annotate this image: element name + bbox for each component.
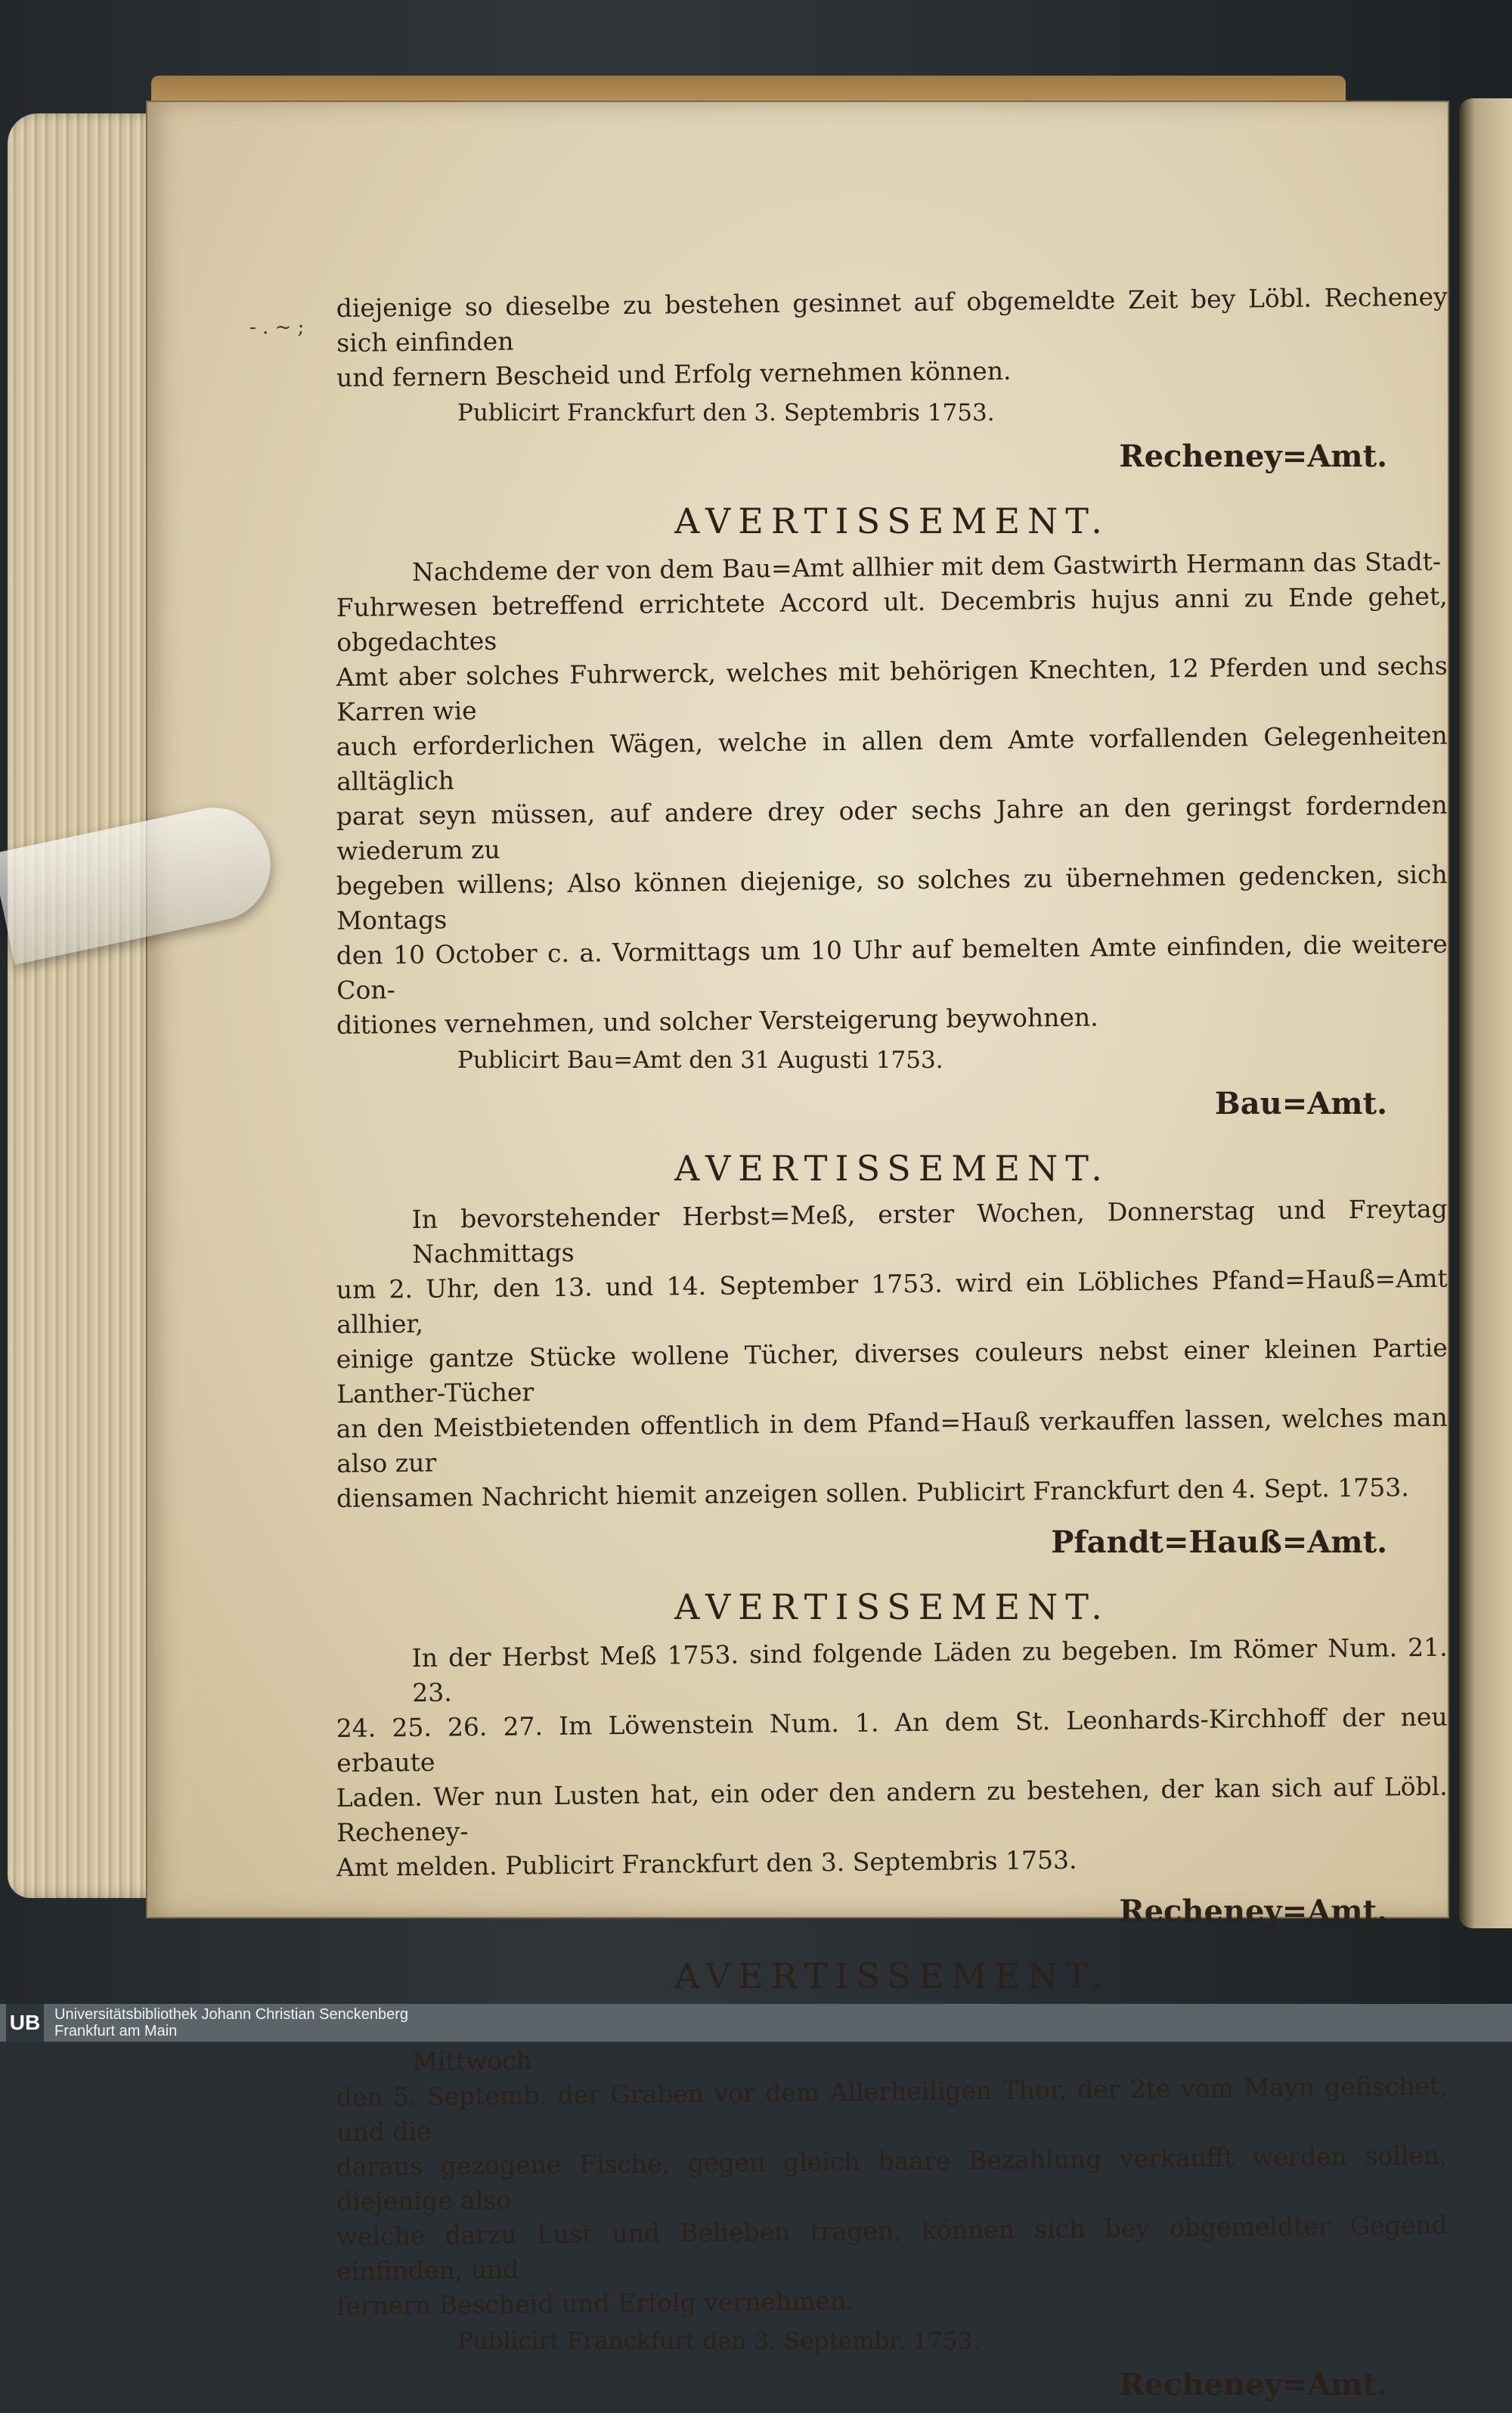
text-line: Mittwoch — [412, 2045, 533, 2076]
notice-2 — [336, 1147, 1448, 1563]
ub-logo[interactable]: UB — [6, 2004, 44, 2042]
notice-3 — [336, 1586, 1448, 1932]
institution-name — [54, 2006, 408, 2039]
text-line: Laden. Wer nun Lusten hat, ein oder den andern zu bestehen, der kan sich auf Löbl. Recheney- — [336, 1771, 1448, 1847]
institution-line-2: Frankfurt am Main — [54, 2023, 178, 2039]
text-line: um 2. Uhr, den 13. und 14. September 1753. wird ein Löbliches Pfand=Hauß=Amt allhier, — [336, 1263, 1448, 1339]
notice-heading: AVERTISSEMENT. — [674, 1148, 1110, 1189]
text-line: Amt melden. Publicirt Franckfurt den 3. Septembris 1753. — [336, 1844, 1077, 1882]
facing-page-edge — [1459, 98, 1512, 1928]
text-line: den 10 October c. a. Vormittags um 10 Uhr auf bemelten Amte einfinden, die weitere Con- — [336, 929, 1448, 1005]
signature: Recheney=Amt. — [1119, 439, 1387, 474]
text-line: 24. 25. 26. 27. Im Löwenstein Num. 1. An dem St. Leonhards-Kirchhoff der neu erbaute — [336, 1701, 1448, 1778]
intro-section — [336, 281, 1448, 477]
signature: Pfandt=Hauß=Amt. — [1051, 1524, 1387, 1560]
signature: Bau=Amt. — [1214, 1086, 1387, 1121]
text-line: begeben willens; Also können diejenige, so solches zu übernehmen gedencken, sich Montags — [336, 859, 1448, 935]
text-line: Nachdeme der von dem Bau=Amt allhier mit dem Gastwirth Hermann das Stadt- — [411, 546, 1442, 587]
text-line: fernern Bescheid und Erfolg vernehmen. — [336, 2285, 854, 2321]
text-line: an den Meistbietenden offentlich in dem Pfand=Hauß verkauffen lassen, welches man also zur — [336, 1402, 1448, 1478]
text-line: auch erforderlichen Wägen, welche in allen dem Amte vorfallenden Gelegenheiten alltäglich — [336, 720, 1448, 796]
text-line: diejenige so dieselbe zu bestehen gesinnet auf obgemeldte Zeit bey Löbl. Recheney sich einfinden — [336, 281, 1448, 358]
text-line: Fuhrwesen betreffend errichtete Accord ult. Decembris hujus anni zu Ende gehet, obgedachtes — [336, 581, 1448, 657]
text-line: einige gantze Stücke wollene Tücher, diverses couleurs nebst einer kleinen Partie Lanther-Tücher — [336, 1332, 1448, 1409]
notice-heading: AVERTISSEMENT. — [674, 1956, 1110, 1996]
text-line: daraus gezogene Fische, gegen gleich baare Bezahlung verkaufft werden sollen, diejenige also — [336, 2140, 1448, 2216]
text-line: parat seyn müssen, auf andere drey oder sechs Jahre an den geringst fordernden wiederum zu — [336, 789, 1448, 866]
page-stack-edges — [8, 113, 166, 1898]
publication-note: Publicirt Bau=Amt den 31 Augusti 1753. — [457, 1047, 943, 1074]
text-line: und fernern Bescheid und Erfolg vernehmen können. — [336, 355, 1012, 392]
marginal-mark: - . ~ ; — [249, 316, 305, 339]
institution-line-1: Universitätsbibliothek Johann Christian Senckenberg — [54, 2006, 409, 2023]
notice-heading: AVERTISSEMENT. — [674, 501, 1110, 541]
text-line: welche darzu Lust und Belieben tragen, können sich bey obgemeldter Gegend einfinden, und — [336, 2210, 1448, 2286]
signature: Recheney=Amt. — [1119, 2367, 1387, 2402]
publication-note: Publicirt Franckfurt den 3. Septembris 1753. — [457, 399, 995, 426]
notice-heading: AVERTISSEMENT. — [674, 1586, 1110, 1627]
text-line: In bevorstehender Herbst=Meß, erster Wochen, Donnerstag und Freytag Nachmittags — [411, 1193, 1448, 1269]
text-line: diensamen Nachricht hiemit anzeigen sollen. Publicirt Franckfurt den 4. Sept. 1753. — [336, 1472, 1409, 1513]
text-line: ditiones vernehmen, und solcher Versteigerung beywohnen. — [336, 1002, 1098, 1040]
signature: Recheney=Amt. — [1119, 1893, 1387, 1929]
page-text — [336, 281, 1448, 2413]
text-line: In der Herbst Meß 1753. sind folgende Läden zu begeben. Im Römer Num. 21. 23. — [411, 1632, 1448, 1707]
publication-note: Publicirt Franckfurt den 3. Septembr. 1753. — [457, 2328, 981, 2355]
notice-1 — [336, 500, 1448, 1124]
text-line: den 5. Septemb. der Graben vor dem Allerheiligen Thor, der 2te vom Mayn gefischet, und die — [336, 2070, 1448, 2147]
library-footer — [0, 2004, 1512, 2042]
text-line: Amt aber solches Fuhrwerck, welches mit behörigen Knechten, 12 Pferden und sechs Karren wie — [336, 650, 1448, 727]
